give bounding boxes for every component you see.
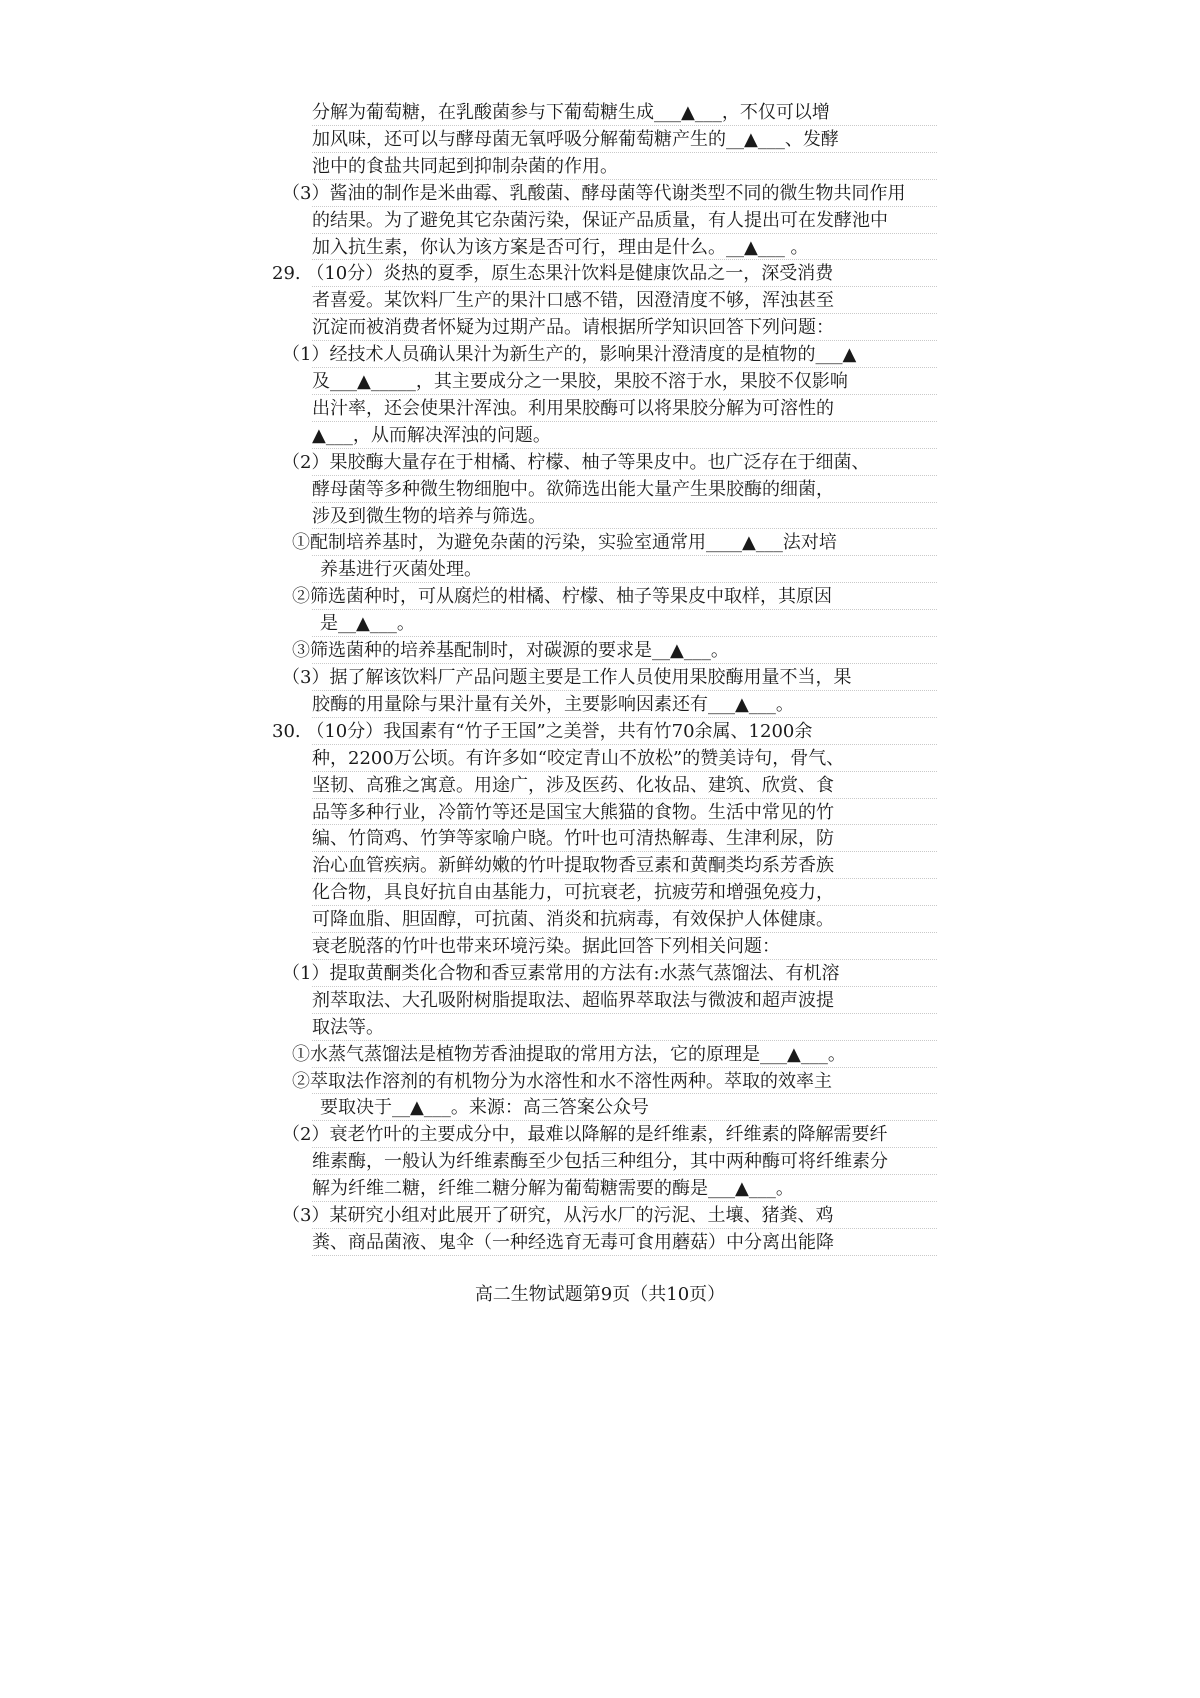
lines-line: 坚韧、高雅之寓意。用途广，涉及医药、化妆品、建筑、欣赏、食 bbox=[312, 774, 834, 796]
lines-line: （1）提取黄酮类化合物和香豆素常用的方法有:水蒸气蒸馏法、有机溶 bbox=[282, 962, 840, 984]
lines-line: 化合物，具良好抗自由基能力，可抗衰老，抗疲劳和增强免疫力， bbox=[312, 882, 834, 904]
lines-line: 品等多种行业，冷箭竹等还是国宝大熊猫的食物。生活中常见的竹 bbox=[312, 801, 834, 823]
dotted-rule bbox=[312, 421, 937, 422]
lines-line: 种，2200万公顷。有许多如“咬定青山不放松”的赞美诗句，骨气、 bbox=[312, 747, 845, 769]
dotted-rule bbox=[312, 502, 937, 503]
page-footer: 高二生物试题第9页（共10页） bbox=[474, 1284, 726, 1305]
dotted-rule bbox=[312, 824, 937, 825]
dotted-rule bbox=[312, 905, 937, 906]
dotted-rule bbox=[312, 717, 937, 718]
lines2-line: （3）某研究小组对此展开了研究，从污水厂的污泥、土壤、猪粪、鸡 bbox=[282, 1205, 834, 1227]
lines-line: 涉及到微生物的培养与筛选。 bbox=[312, 505, 546, 527]
dotted-rule bbox=[312, 1040, 937, 1041]
dotted-rule bbox=[312, 959, 937, 960]
lines-line: 的结果。为了避免其它杂菌污染，保证产品质量，有人提出可在发酵池中 bbox=[312, 209, 888, 231]
dotted-rule bbox=[312, 636, 937, 637]
dotted-rule bbox=[312, 340, 937, 341]
lines-line: （2）果胶酶大量存在于柑橘、柠檬、柚子等果皮中。也广泛存在于细菌、 bbox=[282, 451, 870, 473]
lines-line: 治心血管疾病。新鲜幼嫩的竹叶提取物香豆素和黄酮类均系芳香族 bbox=[312, 855, 834, 877]
dotted-rule bbox=[312, 1067, 937, 1068]
lines-line: 加风味，还可以与酵母菌无氧呼吸分解葡萄糖产生的__▲___、发酵 bbox=[312, 128, 839, 150]
dotted-rule bbox=[312, 1147, 937, 1148]
dotted-rule bbox=[312, 986, 937, 987]
lines-line: 29. （10分）炎热的夏季，原生态果汁饮料是健康饮品之一，深受消费 bbox=[272, 263, 834, 285]
lines2-line: （2）衰老竹叶的主要成分中，最难以降解的是纤维素，纤维素的降解需要纤 bbox=[282, 1124, 888, 1146]
dotted-rule bbox=[312, 744, 937, 745]
lines-line: （1）经技术人员确认果汁为新生产的，影响果汁澄清度的是植物的___▲ bbox=[282, 344, 857, 366]
lines-line: 取法等。 bbox=[312, 1016, 384, 1038]
lines-line: （3）酱油的制作是米曲霉、乳酸菌、酵母菌等代谢类型不同的微生物共同作用 bbox=[282, 182, 906, 204]
lines-line: ①配制培养基时，为避免杂菌的污染，实验室通常用____▲___法对培 bbox=[292, 532, 837, 554]
lines-line: 者喜爱。某饮料厂生产的果汁口感不错，因澄清度不够，浑浊甚至 bbox=[312, 290, 834, 312]
dotted-rule bbox=[312, 367, 937, 368]
dotted-rule bbox=[312, 448, 937, 449]
dotted-rule bbox=[312, 1013, 937, 1014]
dotted-rule bbox=[312, 555, 937, 556]
lines-line: 养基进行灭菌处理。 bbox=[320, 559, 482, 581]
lines2-line: 维素酶，一般认为纤维素酶至少包括三种组分，其中两种酶可将纤维素分 bbox=[312, 1151, 888, 1173]
lines2-line: 解为纤维二糖，纤维二糖分解为葡萄糖需要的酶是___▲___。 bbox=[312, 1178, 794, 1200]
dotted-rule bbox=[312, 690, 937, 691]
lines-line: ▲___，从而解决浑浊的问题。 bbox=[312, 424, 551, 446]
dotted-rule bbox=[312, 609, 937, 610]
dotted-rule bbox=[312, 152, 937, 153]
dotted-rule bbox=[312, 1174, 937, 1175]
dotted-rule bbox=[312, 125, 937, 126]
lines-line: （3）据了解该饮料厂产品问题主要是工作人员使用果胶酶用量不当，果 bbox=[282, 667, 852, 688]
lines-line: 可降血脂、胆固醇，可抗菌、消炎和抗病毒，有效保护人体健康。 bbox=[312, 909, 834, 931]
dotted-rule bbox=[312, 1093, 937, 1094]
dotted-rule bbox=[312, 233, 937, 234]
lines-line: 分解为葡萄糖，在乳酸菌参与下葡萄糖生成___▲___，不仅可以增 bbox=[312, 102, 830, 123]
dotted-rule bbox=[312, 798, 937, 799]
dotted-rule bbox=[312, 528, 937, 529]
lines-line: ②筛选菌种时，可从腐烂的柑橘、柠檬、柚子等果皮中取样，其原因 bbox=[292, 586, 832, 608]
dotted-rule bbox=[312, 206, 937, 207]
dotted-rule bbox=[312, 582, 937, 583]
lines-line: 是__▲___。 bbox=[320, 613, 415, 635]
lines-line: 加入抗生素，你认为该方案是否可行，理由是什么。__▲___ 。 bbox=[312, 236, 809, 258]
lines-line: 编、竹筒鸡、竹笋等家喻户晓。竹叶也可清热解毒、生津利尿，防 bbox=[312, 828, 834, 850]
lines-line: 及___▲_____，其主要成分之一果胶，果胶不溶于水，果胶不仅影响 bbox=[312, 371, 848, 393]
lines-line: 出汁率，还会使果汁浑浊。利用果胶酶可以将果胶分解为可溶性的 bbox=[312, 397, 834, 419]
dotted-rule bbox=[312, 313, 937, 314]
lines2-line: ②萃取法作溶剂的有机物分为水溶性和水不溶性两种。萃取的效率主 bbox=[292, 1070, 832, 1092]
lines-line: 衰老脱落的竹叶也带来环境污染。据此回答下列相关问题： bbox=[312, 936, 780, 958]
lines-line: 沉淀而被消费者怀疑为过期产品。请根据所学知识回答下列问题： bbox=[312, 317, 834, 339]
dotted-rule bbox=[312, 1255, 937, 1256]
lines-line: 池中的食盐共同起到抑制杂菌的作用。 bbox=[312, 155, 618, 177]
lines-line: 胶酶的用量除与果汁量有关外，主要影响因素还有___▲___。 bbox=[312, 693, 794, 715]
dotted-rule bbox=[312, 1120, 937, 1121]
lines-line: 酵母菌等多种微生物细胞中。欲筛选出能大量产生果胶酶的细菌， bbox=[312, 478, 834, 500]
dotted-rule bbox=[312, 663, 937, 664]
dotted-rule bbox=[312, 286, 937, 287]
lines2-line: 粪、商品菌液、鬼伞（一种经选育无毒可食用蘑菇）中分离出能降 bbox=[312, 1232, 834, 1253]
lines-line: 30. （10分）我国素有“竹子王国”之美誉，共有竹70余属、1200余 bbox=[272, 720, 813, 742]
dotted-rule bbox=[312, 851, 937, 852]
lines2-line: ①水蒸气蒸馏法是植物芳香油提取的常用方法，它的原理是___▲___。 bbox=[292, 1043, 846, 1065]
lines-line: ③筛选菌种的培养基配制时，对碳源的要求是__▲___。 bbox=[292, 640, 729, 662]
dotted-rule bbox=[312, 771, 937, 772]
dotted-rule bbox=[312, 259, 937, 260]
dotted-rule bbox=[312, 475, 937, 476]
lines-line: 剂萃取法、大孔吸附树脂提取法、超临界萃取法与微波和超声波提 bbox=[312, 989, 834, 1011]
dotted-rule bbox=[312, 932, 937, 933]
dotted-rule bbox=[312, 394, 937, 395]
dotted-rule bbox=[312, 878, 937, 879]
dotted-rule bbox=[312, 1201, 937, 1202]
lines2-line: 要取决于__▲___。来源：高三答案公众号 bbox=[320, 1097, 649, 1119]
dotted-rule bbox=[312, 1228, 937, 1229]
dotted-rule bbox=[312, 179, 937, 180]
